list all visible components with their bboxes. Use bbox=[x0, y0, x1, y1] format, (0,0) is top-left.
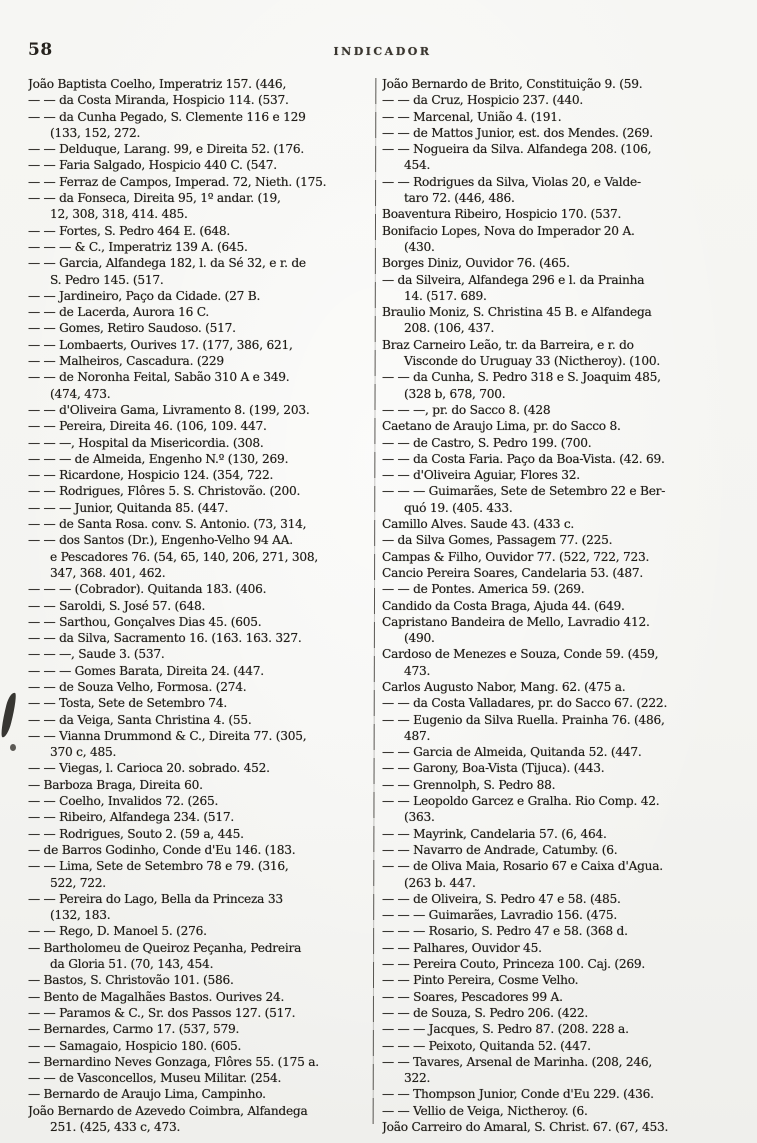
directory-entry-line: — — da Cunha, S. Pedro 318 e S. Joaquim 485, bbox=[382, 370, 661, 385]
directory-entry-line: — Bento de Magalhães Bastos. Ourives 24. bbox=[28, 989, 285, 1004]
directory-entry-line: — — Sarthou, Gonçalves Dias 45. (605. bbox=[28, 614, 262, 629]
page-number: 58 bbox=[28, 40, 53, 60]
directory-entry-line: — — — Gomes Barata, Direita 24. (447. bbox=[28, 663, 264, 678]
directory-entry-line: — Bartholomeu de Queiroz Peçanha, Pedreira bbox=[28, 940, 302, 955]
directory-entry-line: — — — Guimarães, Sete de Setembro 22 e Ber- bbox=[382, 484, 666, 499]
directory-entry-line: — — Ribeiro, Alfandega 234. (517. bbox=[28, 810, 234, 825]
directory-entry-line: (490. bbox=[404, 631, 435, 646]
directory-entry-line: — — Nogueira da Silva. Alfandega 208. (106, bbox=[382, 142, 652, 157]
directory-entry-line: — — —, Hospital da Misericordia. (308. bbox=[28, 435, 264, 450]
directory-entry-line: — — Faria Salgado, Hospicio 440 C. (547. bbox=[28, 158, 277, 173]
directory-entry-line: — — — Guimarães, Lavradio 156. (475. bbox=[382, 908, 617, 923]
directory-entry-line: — — de Noronha Feital, Sabão 310 A e 349. bbox=[28, 370, 290, 385]
directory-entry-line: — — Tavares, Arsenal de Marinha. (208, 246, bbox=[382, 1054, 652, 1069]
right-column bbox=[382, 76, 745, 1138]
directory-entry-line: — — Leopoldo Garcez e Gralha. Rio Comp. 42. bbox=[382, 794, 660, 809]
directory-entry-line: — — Mayrink, Candelaria 57. (6, 464. bbox=[382, 826, 607, 841]
directory-entry-line: 347, 368. 401, 462. bbox=[50, 565, 166, 580]
directory-entry-line: da Gloria 51. (70, 143, 454. bbox=[50, 957, 214, 972]
directory-entry-line: Braulio Moniz, S. Christina 45 B. e Alfandega bbox=[382, 305, 652, 320]
column-divider-rule bbox=[373, 78, 377, 1124]
directory-entry-line: Visconde do Uruguay 33 (Nictheroy). (100. bbox=[404, 354, 660, 369]
directory-entry-line: 14. (517. 689. bbox=[404, 288, 487, 303]
directory-entry-line: — — da Veiga, Santa Christina 4. (55. bbox=[28, 712, 252, 727]
directory-entry-line: — — Rego, D. Manoel 5. (276. bbox=[28, 924, 207, 939]
directory-entry-line: — — Rodrigues, Flôres 5. S. Christovão. (200. bbox=[28, 484, 301, 499]
directory-entry-line: (132, 183. bbox=[50, 908, 111, 923]
directory-entry-line: — — de Souza, S. Pedro 206. (422. bbox=[382, 1005, 589, 1020]
directory-entry-line: — — da Costa Miranda, Hospicio 114. (537. bbox=[28, 93, 289, 108]
directory-entry-line: 473. bbox=[404, 663, 431, 678]
directory-entry-line: — — — Junior, Quitanda 85. (447. bbox=[28, 500, 229, 515]
directory-entry-line: (363. bbox=[404, 810, 435, 825]
left-column bbox=[28, 76, 370, 1138]
directory-entry-line: — — Rodrigues da Silva, Violas 20, e Valde- bbox=[382, 174, 641, 189]
directory-entry-line: 370 c, 485. bbox=[50, 745, 117, 760]
directory-entry-line: (263 b. 447. bbox=[404, 875, 476, 890]
directory-entry-line: Boaventura Ribeiro, Hospicio 170. (537. bbox=[382, 207, 622, 222]
directory-entry-line: — — — de Almeida, Engenho N.º (130, 269. bbox=[28, 451, 289, 466]
directory-entry-line: Candido da Costa Braga, Ajuda 44. (649. bbox=[382, 598, 625, 613]
directory-entry-line: 251. (425, 433 c, 473. bbox=[50, 1120, 181, 1134]
directory-entry-line: — — Vianna Drummond & C., Direita 77. (305, bbox=[28, 728, 307, 743]
directory-entry-line: Cancio Pereira Soares, Candelaria 53. (487. bbox=[382, 565, 644, 580]
directory-entry-line: — — Navarro de Andrade, Catumby. (6. bbox=[382, 842, 618, 857]
directory-entry-line: — — Garcia, Alfandega 182, l. da Sé 32, e r. de bbox=[28, 256, 306, 271]
directory-entry-line: (133, 152, 272. bbox=[50, 125, 141, 140]
directory-entry-line: — Barboza Braga, Direita 60. bbox=[28, 777, 203, 792]
directory-entry-line: João Bernardo de Brito, Constituição 9. (59. bbox=[382, 77, 643, 91]
ink-smudge bbox=[0, 692, 18, 739]
directory-entry-line: — — de Vasconcellos, Museu Militar. (254. bbox=[28, 1071, 282, 1086]
directory-entry-line: — — d'Oliveira Gama, Livramento 8. (199, 203. bbox=[28, 402, 310, 417]
directory-entry-line: — — Eugenio da Silva Ruella. Prainha 76. (486, bbox=[382, 712, 665, 727]
directory-entry-line: — — de Oliveira, S. Pedro 47 e 58. (485. bbox=[382, 891, 621, 906]
directory-entry-line: — — de Souza Velho, Formosa. (274. bbox=[28, 679, 247, 694]
directory-entry-line: — — Thompson Junior, Conde d'Eu 229. (436. bbox=[382, 1087, 654, 1102]
directory-entry-line: Caetano de Araujo Lima, pr. do Sacco 8. bbox=[382, 419, 621, 434]
directory-entry-line: — — Palhares, Ouvidor 45. bbox=[382, 940, 542, 955]
directory-entry-line: — — de Mattos Junior, est. dos Mendes. (269. bbox=[382, 125, 653, 140]
directory-entry-line: — — Marcenal, União 4. (191. bbox=[382, 109, 562, 124]
directory-entry-line: — Bernardes, Carmo 17. (537, 579. bbox=[28, 1022, 240, 1037]
directory-entry-line: — — d'Oliveira Aguiar, Flores 32. bbox=[382, 468, 580, 483]
directory-entry-line: — — da Cruz, Hospicio 237. (440. bbox=[382, 93, 583, 108]
directory-entry-line: — — Viegas, l. Carioca 20. sobrado. 452. bbox=[28, 761, 270, 776]
directory-entry-line: quó 19. (405. 433. bbox=[404, 500, 513, 515]
directory-entry-line: Capristano Bandeira de Mello, Lavradio 412. bbox=[382, 614, 650, 629]
directory-entry-line: — — Fortes, S. Pedro 464 E. (648. bbox=[28, 223, 230, 238]
directory-entry-line: — — Garony, Boa-Vista (Tijuca). (443. bbox=[382, 761, 605, 776]
directory-entry-line: — de Barros Godinho, Conde d'Eu 146. (183. bbox=[28, 842, 296, 857]
directory-entry-line: 487. bbox=[404, 728, 431, 743]
directory-entry-line: Braz Carneiro Leão, tr. da Barreira, e r. do bbox=[382, 337, 634, 352]
directory-entry-line: — Bastos, S. Christovão 101. (586. bbox=[28, 973, 234, 988]
directory-columns bbox=[28, 76, 745, 1138]
directory-entry-line: 12, 308, 318, 414. 485. bbox=[50, 207, 188, 222]
ink-dot bbox=[10, 744, 16, 751]
directory-entry-line: — — —, Saude 3. (537. bbox=[28, 647, 165, 662]
directory-entry-line: — Bernardino Neves Gonzaga, Flôres 55. (175 a. bbox=[28, 1054, 319, 1069]
directory-entry-line: — — da Fonseca, Direita 95, 1º andar. (19, bbox=[28, 191, 281, 206]
directory-entry-line: — — — Jacques, S. Pedro 87. (208. 228 a. bbox=[382, 1022, 629, 1037]
directory-entry-line: — — — Peixoto, Quitanda 52. (447. bbox=[382, 1038, 591, 1053]
directory-entry-line: — — Delduque, Larang. 99, e Direita 52. (176. bbox=[28, 142, 305, 157]
directory-entry-line: — — Lima, Sete de Setembro 78 e 79. (316, bbox=[28, 859, 289, 874]
directory-entry-line: — — Paramos & C., Sr. dos Passos 127. (517. bbox=[28, 1005, 296, 1020]
directory-entry-line: (430. bbox=[404, 239, 435, 254]
directory-entry-line: — — Lombaerts, Ourives 17. (177, 386, 621, bbox=[28, 337, 293, 352]
directory-entry-line: (474, 473. bbox=[50, 386, 111, 401]
directory-entry-line: S. Pedro 145. (517. bbox=[50, 272, 164, 287]
directory-entry-line: — da Silva Gomes, Passagem 77. (225. bbox=[382, 533, 613, 548]
directory-entry-line: 454. bbox=[404, 158, 431, 173]
directory-entry-line: — — de Castro, S. Pedro 199. (700. bbox=[382, 435, 592, 450]
directory-entry-line: — — — & C., Imperatriz 139 A. (645. bbox=[28, 239, 248, 254]
directory-entry-line: Cardoso de Menezes e Souza, Conde 59. (459, bbox=[382, 647, 659, 662]
directory-entry-line: — — Coelho, Invalidos 72. (265. bbox=[28, 794, 219, 809]
directory-entry-line: — — da Cunha Pegado, S. Clemente 116 e 129 bbox=[28, 109, 306, 124]
directory-entry-line: 522, 722. bbox=[50, 875, 106, 890]
directory-entry-line: — — —, pr. do Sacco 8. (428 bbox=[382, 402, 551, 417]
directory-entry-line: — — da Costa Faria. Paço da Boa-Vista. (42. 69. bbox=[382, 451, 665, 466]
directory-entry-line: — — — (Cobrador). Quitanda 183. (406. bbox=[28, 582, 267, 597]
directory-entry-line: — — Pereira do Lago, Bella da Princeza 33 bbox=[28, 891, 283, 906]
directory-entry-line: — — Pereira, Direita 46. (106, 109. 447. bbox=[28, 419, 267, 434]
directory-entry-line: João Bernardo de Azevedo Coimbra, Alfandega bbox=[28, 1103, 308, 1118]
directory-entry-line: — — de Pontes. America 59. (269. bbox=[382, 582, 585, 597]
directory-entry-line: João Carreiro do Amaral, S. Christ. 67. (67, 453. bbox=[382, 1120, 669, 1134]
directory-entry-line: taro 72. (446, 486. bbox=[404, 191, 515, 206]
directory-entry-line: — — Vellio de Veiga, Nictheroy. (6. bbox=[382, 1103, 588, 1118]
directory-entry-line: — — Pinto Pereira, Cosme Velho. bbox=[382, 973, 579, 988]
directory-entry-line: — — Tosta, Sete de Setembro 74. bbox=[28, 696, 227, 711]
directory-entry-line: — — dos Santos (Dr.), Engenho-Velho 94 AA. bbox=[28, 533, 293, 548]
directory-entry-line: — — de Oliva Maia, Rosario 67 e Caixa d'Agua. bbox=[382, 859, 663, 874]
directory-entry-line: — — de Santa Rosa. conv. S. Antonio. (73, 314, bbox=[28, 517, 307, 532]
directory-entry-line: — — Rodrigues, Souto 2. (59 a, 445. bbox=[28, 826, 244, 841]
directory-entry-line: — — Ferraz de Campos, Imperad. 72, Nieth. (175. bbox=[28, 174, 327, 189]
directory-entry-line: — — Gomes, Retiro Saudoso. (517. bbox=[28, 321, 236, 336]
directory-entry-line: — — Pereira Couto, Princeza 100. Caj. (269. bbox=[382, 957, 646, 972]
directory-entry-line: — — Grennolph, S. Pedro 88. bbox=[382, 777, 556, 792]
directory-entry-line: — — Jardineiro, Paço da Cidade. (27 B. bbox=[28, 288, 261, 303]
directory-entry-line: Bonifacio Lopes, Nova do Imperador 20 A. bbox=[382, 223, 635, 238]
directory-entry-line: e Pescadores 76. (54, 65, 140, 206, 271, 308, bbox=[50, 549, 319, 564]
directory-entry-line: 322. bbox=[404, 1071, 431, 1086]
directory-entry-line: (328 b, 678, 700. bbox=[404, 386, 506, 401]
running-title: INDICADOR bbox=[333, 45, 432, 58]
directory-entry-line: — — Ricardone, Hospicio 124. (354, 722. bbox=[28, 468, 274, 483]
page-header bbox=[28, 40, 737, 66]
directory-entry-line: 208. (106, 437. bbox=[404, 321, 495, 336]
directory-entry-line: Camillo Alves. Saude 43. (433 c. bbox=[382, 517, 575, 532]
directory-entry-line: Borges Diniz, Ouvidor 76. (465. bbox=[382, 256, 570, 271]
directory-entry-line: — — de Lacerda, Aurora 16 C. bbox=[28, 305, 209, 320]
directory-entry-line: — Bernardo de Araujo Lima, Campinho. bbox=[28, 1087, 266, 1102]
directory-entry-line: — — da Silva, Sacramento 16. (163. 163. 327. bbox=[28, 631, 302, 646]
directory-entry-line: — — Malheiros, Cascadura. (229 bbox=[28, 354, 224, 369]
directory-entry-line: — — Samagaio, Hospicio 180. (605. bbox=[28, 1038, 242, 1053]
directory-entry-line: — da Silveira, Alfandega 296 e l. da Prainha bbox=[382, 272, 645, 287]
directory-entry-line: — — — Rosario, S. Pedro 47 e 58. (368 d. bbox=[382, 924, 628, 939]
directory-entry-line: — — Soares, Pescadores 99 A. bbox=[382, 989, 563, 1004]
directory-entry-line: — — Garcia de Almeida, Quitanda 52. (447. bbox=[382, 745, 642, 760]
directory-entry-line: — — da Costa Valladares, pr. do Sacco 67. (222. bbox=[382, 696, 668, 711]
directory-entry-line: Campas & Filho, Ouvidor 77. (522, 722, 723. bbox=[382, 549, 650, 564]
directory-entry-line: João Baptista Coelho, Imperatriz 157. (446, bbox=[28, 77, 287, 91]
directory-entry-line: — — Saroldi, S. José 57. (648. bbox=[28, 598, 206, 613]
directory-entry-line: Carlos Augusto Nabor, Mang. 62. (475 a. bbox=[382, 679, 626, 694]
